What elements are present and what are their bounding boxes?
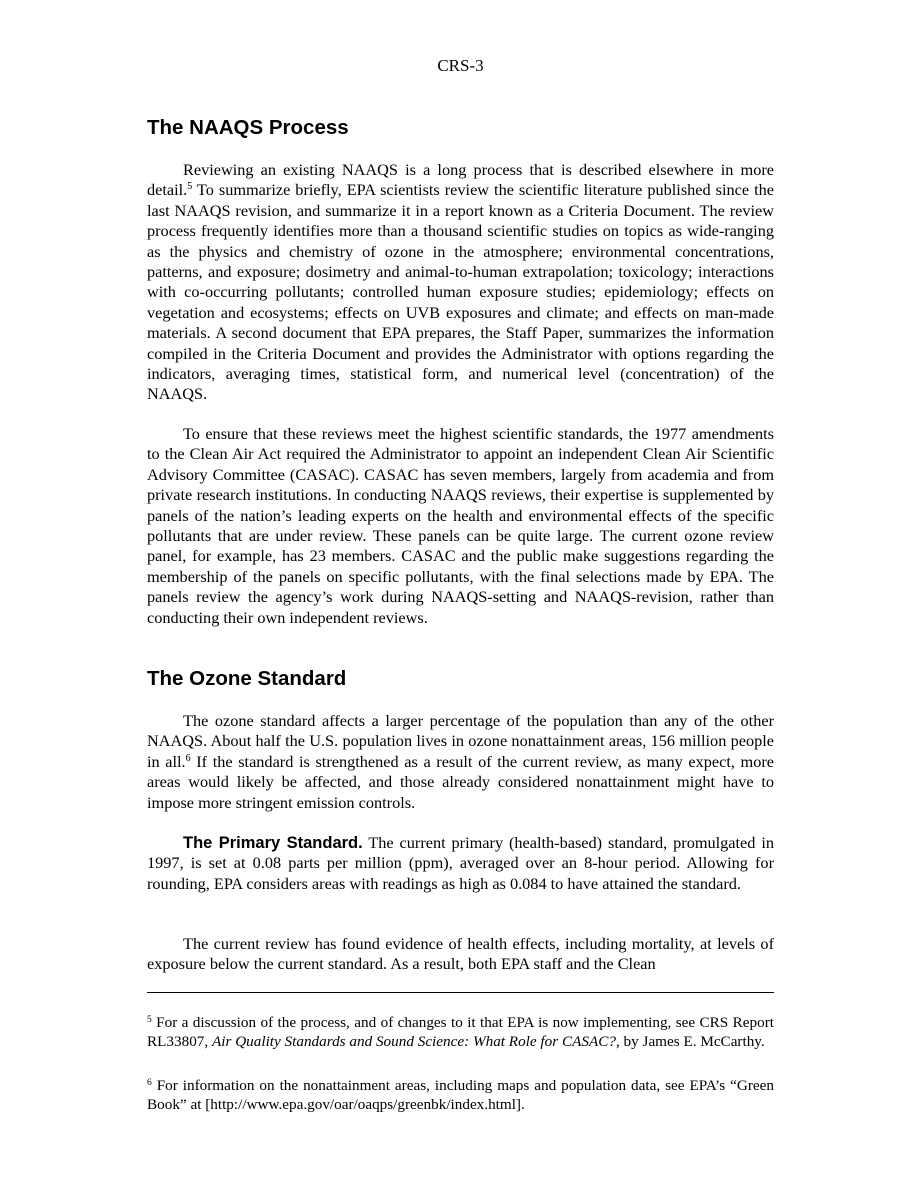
report-title: Air Quality Standards and Sound Science: What Role for CASAC? [211,1033,616,1050]
footnote-ref-5[interactable]: 5 [187,181,193,193]
paragraph-naaqs-process-2: To ensure that these reviews meet the highest scientific standards, the 1977 amendments to the Clean Air Act required the Administrator to appoint an independent Clean Air Scientific Advisory Committee (CASAC). CASAC has seven members, largely from academia and from private research institutions. In conducting NAAQS reviews, their expertise is supplemented by panels of the nation’s leading experts on the health and environmental effects of the specific pollutants that are under review. These panels can be quite large. The current ozone review panel, for example, has 23 members. CASAC and the public make suggestions regarding the membership of the panels on specific pollutants, with the final selections made by EPA. The panels review the agency’s work during NAAQS-setting and NAAQS-revision, rather than conducting their own independent reviews. [147,424,774,627]
footnote-number-5: 5 [147,1015,152,1025]
section-heading-naaqs-process: The NAAQS Process [147,116,349,139]
paragraph-ozone-1: The ozone standard affects a larger percentage of the population than any of the other NAAQS. About half the U.S. population lives in ozone nonattainment areas, 156 million people in all.$^6$ If the standard is strengthened as a result of the current review, as many expect, more areas would likely be affected, and those already considered nonattainment might have to impose more stringent emission controls. [147,711,774,812]
section-heading-ozone-standard: The Ozone Standard [147,667,347,690]
footnote-5: $^5$ For a discussion of the process, and of changes to it that EPA is now implementing, see CRS Report RL33807, Air Quality Standards and Sound Science: What Role for CASAC?, by James E. McCarthy. [147,1014,774,1050]
footnote-6: $^6$ For information on the nonattainment areas, including maps and population data, see EPA’s “Green Book” at [http://www.epa.gov/oar/oaqps/greenbk/index.html]. [147,1077,774,1113]
footnote-ref-6[interactable]: 6 [185,752,191,764]
page-header: CRS-3 [437,56,484,75]
footnote-divider [147,992,774,993]
run-in-heading-primary-standard: The Primary Standard. [183,834,363,852]
paragraph-ozone-3: The current review has found evidence of health effects, including mortality, at levels of exposure below the current standard. As a result, both EPA staff and the Clean [147,934,774,974]
paragraph-naaqs-process-1: Reviewing an existing NAAQS is a long process that is described elsewhere in more detail.$^5$ To summarize briefly, EPA scientists review the scientific literature published since the last NAAQS revision, and summarize it in a report known as a Criteria Document. The review process frequently identifies more than a thousand scientific studies on topics as wide-ranging as the physics and chemistry of ozone in the atmosphere; environmental concentrations, patterns, and exposure; dosimetry and animal-to-human extrapolation; toxicology; interactions with co-occurring pollutants; controlled human exposure studies; epidemiology; effects on vegetation and ecosystems; effects on UVB exposures and climate; and effects on man-made materials. A second document that EPA prepares, the Staff Paper, summarizes the information compiled in the Criteria Document and provides the Administrator with options regarding the indicators, averaging times, statistical form, and numerical level (concentration) of the NAAQS. [147,160,774,404]
footnote-number-6: 6 [147,1078,152,1088]
paragraph-primary-standard: The Primary Standard. The current primary (health-based) standard, promulgated in 1997, is set at 0.08 parts per million (ppm), averaged over an 8-hour period. Allowing for rounding, EPA considers areas with readings as high as 0.084 to have attained the standard. [147,833,774,893]
